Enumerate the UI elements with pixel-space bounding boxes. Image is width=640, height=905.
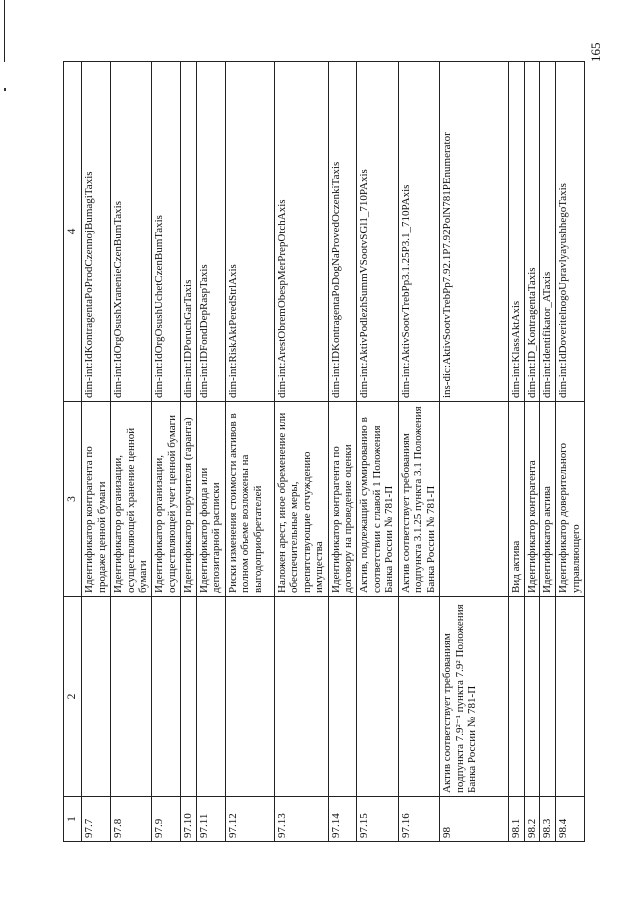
- row-number-cell: 97.12: [225, 797, 274, 842]
- item-description-cell: Актив соответствует требованиям подпункта 3.1.25 пункта 3.1 Положения Банка России № 781-П: [398, 402, 439, 597]
- taxonomy-code-cell: dim-int:IdOrgOsushXranenieCzenBumTaxis: [111, 62, 152, 402]
- row-number-cell: 98.4: [556, 797, 585, 842]
- table-row: [225, 62, 274, 842]
- table-row: [328, 62, 357, 842]
- item-description-cell: Идентификатор доверительного управляющего: [556, 402, 585, 597]
- item-group-cell: [357, 597, 398, 797]
- header-cell-4: 4: [64, 62, 82, 402]
- header-cell-2: 2: [64, 597, 82, 797]
- table-header-row: [64, 62, 82, 842]
- table-row: [181, 62, 197, 842]
- taxonomy-code-cell: dim-int:Identifikator_ATaxis: [540, 62, 556, 402]
- header-cell-1: 1: [64, 797, 82, 842]
- row-number-cell: 97.9: [152, 797, 181, 842]
- row-number-cell: 98.3: [540, 797, 556, 842]
- row-number-cell: 97.13: [274, 797, 328, 842]
- item-description-cell: Идентификатор актива: [540, 402, 556, 597]
- taxonomy-code-cell: dim-int:IDPoruchGarTaxis: [181, 62, 197, 402]
- item-description-cell: Идентификатор организации, осуществляющей учет ценной бумаги: [152, 402, 181, 597]
- item-description-cell: Идентификатор контрагента по продаже ценной бумаги: [82, 402, 111, 597]
- row-number-cell: 97.15: [357, 797, 398, 842]
- taxonomy-code-cell: dim-int:ID_KontragentaTaxis: [524, 62, 540, 402]
- table-row: [540, 62, 556, 842]
- table-row: [111, 62, 152, 842]
- rotated-table-page: [63, 62, 585, 842]
- taxonomy-code-cell: dim-int:RiskAktPeredStrlAxis: [225, 62, 274, 402]
- item-description-cell: Идентификатор фонда или депозитарной расписки: [196, 402, 225, 597]
- item-group-cell: Актив соответствует требованиям подпункта 7.9²⁻¹ пункта 7.9² Положения Банка России № 781-П: [440, 597, 509, 797]
- table-row: [508, 62, 524, 842]
- item-description-cell: Идентификатор организации, осуществляющей хранение ценной бумаги: [111, 402, 152, 597]
- item-group-cell: [196, 597, 225, 797]
- row-number-cell: 97.11: [196, 797, 225, 842]
- taxonomy-code-cell: dim-int:IDFondDepRaspTaxis: [196, 62, 225, 402]
- margin-mark: [4, 88, 6, 91]
- taxonomy-code-cell: dim-int:AktivSootvTrebPp3.1.25P3.1_710PAxis: [398, 62, 439, 402]
- taxonomy-code-cell: dim-int:IdKontragentaPoProdCzennojBumagiTaxis: [82, 62, 111, 402]
- row-number-cell: 98.2: [524, 797, 540, 842]
- item-description-cell: Наложен арест, иное обременение или обеспечительные меры, препятствующие отчуждению имущества: [274, 402, 328, 597]
- item-description-cell: Идентификатор поручителя (гаранта): [181, 402, 197, 597]
- row-number-cell: 97.16: [398, 797, 439, 842]
- table-row: [398, 62, 439, 842]
- taxonomy-code-cell: dim-int:KlassAktAxis: [508, 62, 524, 402]
- item-group-cell: [181, 597, 197, 797]
- table-row: [524, 62, 540, 842]
- item-group-cell: [225, 597, 274, 797]
- item-group-cell: [152, 597, 181, 797]
- item-group-cell: [540, 597, 556, 797]
- taxonomy-code-cell: dim-int:IdOrgOsushUchetCzenBumTaxis: [152, 62, 181, 402]
- row-number-cell: 97.14: [328, 797, 357, 842]
- item-description-cell: Идентификатор контрагента по договору на проведение оценки: [328, 402, 357, 597]
- table-row: [196, 62, 225, 842]
- item-group-cell: [274, 597, 328, 797]
- item-group-cell: [328, 597, 357, 797]
- item-description-cell: Актив, подлежащий суммированию в соответствии с главой 1 Положения Банка России № 781-П: [357, 402, 398, 597]
- taxonomy-code-cell: dim-int:IdDoveritelnogoUpravlyayushhegoTaxis: [556, 62, 585, 402]
- taxonomy-code-cell: dim-int:AktivPodlezhSummVSootvSGl1_710PAxis: [357, 62, 398, 402]
- item-group-cell: [508, 597, 524, 797]
- table-body: [64, 62, 585, 842]
- table-row: [556, 62, 585, 842]
- item-description-cell: Вид актива: [508, 402, 524, 597]
- row-number-cell: 98: [440, 797, 509, 842]
- taxonomy-code-cell: ins-dic:AktivSootvTrebPp7.92.1P7.92PolN781PEnumerator: [440, 62, 509, 402]
- item-group-cell: [398, 597, 439, 797]
- page-number: 165: [588, 42, 603, 62]
- item-group-cell: [111, 597, 152, 797]
- row-number-cell: 98.1: [508, 797, 524, 842]
- item-group-cell: [556, 597, 585, 797]
- row-number-cell: 97.8: [111, 797, 152, 842]
- row-number-cell: 97.7: [82, 797, 111, 842]
- table-row: [440, 62, 509, 842]
- taxonomy-code-cell: dim-int:IDKontragentaPoDogNaProvedOczenkiTaxis: [328, 62, 357, 402]
- taxonomy-code-cell: dim-int:ArestObremObespMerPrepOtchAxis: [274, 62, 328, 402]
- table-row: [82, 62, 111, 842]
- row-number-cell: 97.10: [181, 797, 197, 842]
- data-table: [63, 61, 585, 842]
- item-description-cell: Риски изменения стоимости активов в полном объеме возложены на выгодоприобретателей: [225, 402, 274, 597]
- item-group-cell: [524, 597, 540, 797]
- item-description-cell: [440, 402, 509, 597]
- item-description-cell: Идентификатор контрагента: [524, 402, 540, 597]
- margin-line: [4, 0, 5, 62]
- item-group-cell: [82, 597, 111, 797]
- table-row: [357, 62, 398, 842]
- table-row: [152, 62, 181, 842]
- header-cell-3: 3: [64, 402, 82, 597]
- table-row: [274, 62, 328, 842]
